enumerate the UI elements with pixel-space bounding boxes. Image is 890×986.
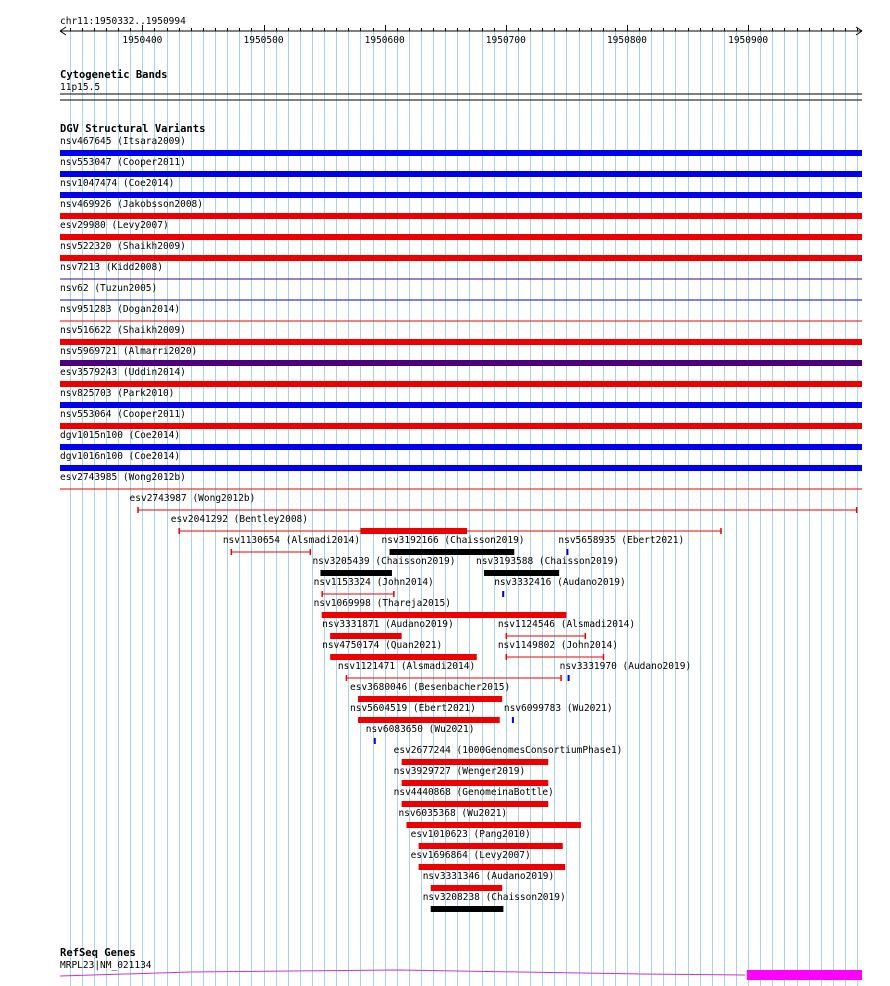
variant-bar[interactable] xyxy=(60,339,862,345)
variant-label: nsv1149802 (John2014) xyxy=(497,640,618,651)
variant-bar[interactable] xyxy=(484,570,559,576)
variant-feature[interactable] xyxy=(314,577,434,597)
variant-feature[interactable] xyxy=(558,535,684,555)
variant-bar[interactable] xyxy=(330,633,401,639)
ruler-track[interactable] xyxy=(60,16,862,46)
variant-label: esv2677244 (1000GenomesConsortiumPhase1) xyxy=(393,745,623,756)
variant-feature[interactable] xyxy=(498,640,618,660)
variant-bar[interactable] xyxy=(402,801,549,807)
variant-tick[interactable] xyxy=(374,738,376,744)
variant-label: nsv553064 (Cooper2011) xyxy=(60,409,186,420)
variant-label: nsv3331970 (Audano2019) xyxy=(559,661,692,672)
variant-label: nsv3332416 (Audano2019) xyxy=(494,577,626,588)
variant-bar[interactable] xyxy=(60,381,862,387)
variant-label: nsv62 (Tuzun2005) xyxy=(60,283,158,294)
variant-feature[interactable] xyxy=(411,829,563,849)
variant-feature[interactable] xyxy=(394,787,554,807)
cytoband-track-title: Cytogenetic Bands xyxy=(60,69,168,81)
variant-feature[interactable] xyxy=(314,598,567,618)
variant-feature[interactable] xyxy=(398,808,580,828)
variant-feature[interactable] xyxy=(366,724,475,744)
variant-feature[interactable] xyxy=(498,619,635,639)
variant-label: nsv3929727 (Wenger2019) xyxy=(393,766,526,777)
variant-row-full[interactable] xyxy=(60,472,862,489)
variant-feature[interactable] xyxy=(423,871,555,891)
variant-label: nsv516622 (Shaikh2009) xyxy=(60,325,186,336)
refseq-track-title: RefSeq Genes xyxy=(60,947,136,959)
variant-bar[interactable] xyxy=(402,759,549,765)
variant-feature[interactable] xyxy=(171,514,722,534)
variant-label: nsv5969721 (Almarri2020) xyxy=(60,346,198,357)
variant-label: esv2743987 (Wong2012b) xyxy=(129,493,256,504)
cytoband-band-label: 11p15.5 xyxy=(60,82,101,93)
variant-bar[interactable] xyxy=(402,780,549,786)
variant-bar[interactable] xyxy=(60,192,862,198)
variant-label: nsv1069998 (Thareja2015) xyxy=(313,598,451,609)
variant-bar[interactable] xyxy=(60,150,862,156)
variant-row-full[interactable] xyxy=(60,178,862,198)
ruler-position: chr11:1950332..1950994 xyxy=(60,16,186,27)
variant-label: nsv4440868 (GenomeinaBottle) xyxy=(393,787,554,798)
variant-bar[interactable] xyxy=(358,696,502,702)
variant-label: esv3680046 (Besenbacher2015) xyxy=(350,682,511,693)
variant-bar[interactable] xyxy=(60,255,862,261)
variant-feature[interactable] xyxy=(322,640,477,660)
variant-row-full[interactable] xyxy=(60,430,862,450)
variant-bar[interactable] xyxy=(431,906,504,912)
variant-label: nsv6099783 (Wu2021) xyxy=(503,703,613,714)
variant-bar[interactable] xyxy=(60,213,862,219)
gene-intron[interactable] xyxy=(60,970,745,976)
variant-label: nsv3192166 (Chaisson2019) xyxy=(381,535,525,546)
variant-bar[interactable] xyxy=(390,549,515,555)
variant-label: nsv467645 (Itsara2009) xyxy=(60,136,186,147)
variant-label: nsv951283 (Dogan2014) xyxy=(60,304,181,315)
variant-row-full[interactable] xyxy=(60,241,862,261)
variant-feature[interactable] xyxy=(476,556,619,576)
variant-row-full[interactable] xyxy=(60,304,862,321)
variant-bar[interactable] xyxy=(60,171,862,177)
variant-row-full[interactable] xyxy=(60,283,862,300)
variant-label: nsv1121471 (Alsmadi2014) xyxy=(337,661,476,672)
variant-label: nsv553047 (Cooper2011) xyxy=(60,157,186,168)
variant-feature[interactable] xyxy=(312,556,455,576)
variant-feature[interactable] xyxy=(350,682,510,702)
variant-label: nsv3208238 (Chaisson2019) xyxy=(422,892,566,903)
variant-feature[interactable] xyxy=(338,661,562,681)
variant-label: dgv1015n100 (Coe2014) xyxy=(60,430,181,441)
variant-bar[interactable] xyxy=(358,717,500,723)
variant-bar[interactable] xyxy=(431,885,502,891)
variant-tick[interactable] xyxy=(568,675,570,681)
dgv-features xyxy=(60,136,862,912)
variant-core-bar[interactable] xyxy=(360,528,467,534)
dgv-track[interactable] xyxy=(60,123,862,912)
variant-feature[interactable] xyxy=(382,535,525,555)
gene-exon[interactable] xyxy=(747,970,862,980)
variant-bar[interactable] xyxy=(60,360,862,366)
ruler-tick-label: 1950500 xyxy=(243,35,284,46)
variant-label: esv1696864 (Levy2007) xyxy=(410,850,531,861)
variant-bar[interactable] xyxy=(320,570,391,576)
variant-feature[interactable] xyxy=(223,535,360,555)
variant-tick[interactable] xyxy=(566,549,568,555)
variant-feature[interactable] xyxy=(394,766,549,786)
variant-feature[interactable] xyxy=(494,577,626,597)
variant-label: esv1010623 (Pang2010) xyxy=(410,829,531,840)
variant-label: nsv1124546 (Alsmadi2014) xyxy=(497,619,636,630)
variant-bar[interactable] xyxy=(419,864,566,870)
variant-label: nsv469926 (Jakobsson2008) xyxy=(60,199,203,210)
ruler-tick-label: 1950600 xyxy=(364,35,405,46)
variant-row-full[interactable] xyxy=(60,157,862,177)
variant-row-full[interactable] xyxy=(60,220,862,240)
variant-bar[interactable] xyxy=(60,444,862,450)
variant-bar[interactable] xyxy=(60,402,862,408)
variant-label: nsv5658935 (Ebert2021) xyxy=(558,535,685,546)
variant-label: nsv6083650 (Wu2021) xyxy=(365,724,475,735)
variant-bar[interactable] xyxy=(60,465,862,471)
dgv-track-title: DGV Structural Variants xyxy=(60,123,206,135)
variant-label: nsv3205439 (Chaisson2019) xyxy=(312,556,456,567)
variant-row-full[interactable] xyxy=(60,136,862,156)
variant-label: nsv7213 (Kidd2008) xyxy=(60,262,163,273)
variant-row-full[interactable] xyxy=(60,199,862,219)
variant-label: nsv1130654 (Alsmadi2014) xyxy=(222,535,361,546)
variant-label: nsv4750174 (Quan2021) xyxy=(322,640,443,651)
variant-row-full[interactable] xyxy=(60,451,862,471)
variant-label: nsv3331871 (Audano2019) xyxy=(322,619,454,630)
variant-bar[interactable] xyxy=(419,843,563,849)
variant-row-full[interactable] xyxy=(60,325,862,345)
variant-row-full[interactable] xyxy=(60,388,862,408)
variant-row-full[interactable] xyxy=(60,409,862,429)
variant-feature[interactable] xyxy=(423,892,566,912)
variant-bar[interactable] xyxy=(60,234,862,240)
variant-bar[interactable] xyxy=(330,654,477,660)
variant-label: nsv1153324 (John2014) xyxy=(313,577,434,588)
variant-row-full[interactable] xyxy=(60,262,862,279)
variant-bar[interactable] xyxy=(406,822,580,828)
variant-label: dgv1016n100 (Coe2014) xyxy=(60,451,181,462)
ruler-tick-label: 1950700 xyxy=(485,35,526,46)
variant-label: nsv825703 (Park2010) xyxy=(60,388,175,399)
variant-label: esv3579243 (Uddin2014) xyxy=(60,367,186,378)
variant-label: nsv522320 (Shaikh2009) xyxy=(60,241,186,252)
ruler-tick-label: 1950400 xyxy=(122,35,163,46)
gene-label: MRPL23|NM_021134 xyxy=(60,960,152,971)
variant-label: nsv5604519 (Ebert2021) xyxy=(350,703,476,714)
ruler-tick-label: 1950800 xyxy=(606,35,647,46)
variant-bar[interactable] xyxy=(322,612,567,618)
variant-feature[interactable] xyxy=(411,850,566,870)
variant-label: nsv3193588 (Chaisson2019) xyxy=(476,556,620,567)
ruler-tick-label: 1950900 xyxy=(728,35,769,46)
variant-label: esv2743985 (Wong2012b) xyxy=(60,472,186,483)
variant-label: esv29980 (Levy2007) xyxy=(60,220,169,231)
refseq-track[interactable] xyxy=(60,947,862,980)
variant-tick[interactable] xyxy=(512,717,514,723)
variant-label: nsv1047474 (Coe2014) xyxy=(60,178,175,189)
variant-row-full[interactable] xyxy=(60,346,862,366)
variant-feature[interactable] xyxy=(394,745,623,765)
cytoband-track[interactable] xyxy=(60,69,862,100)
variant-tick[interactable] xyxy=(502,591,504,597)
variant-feature[interactable] xyxy=(350,703,500,723)
variant-label: esv2041292 (Bentley2008) xyxy=(170,514,309,525)
variant-label: nsv3331346 (Audano2019) xyxy=(422,871,555,882)
variant-bar[interactable] xyxy=(60,423,862,429)
variant-label: nsv6035368 (Wu2021) xyxy=(398,808,508,819)
ruler-minor-ticks xyxy=(71,25,858,31)
variant-feature[interactable] xyxy=(504,703,613,723)
variant-row-full[interactable] xyxy=(60,367,862,387)
